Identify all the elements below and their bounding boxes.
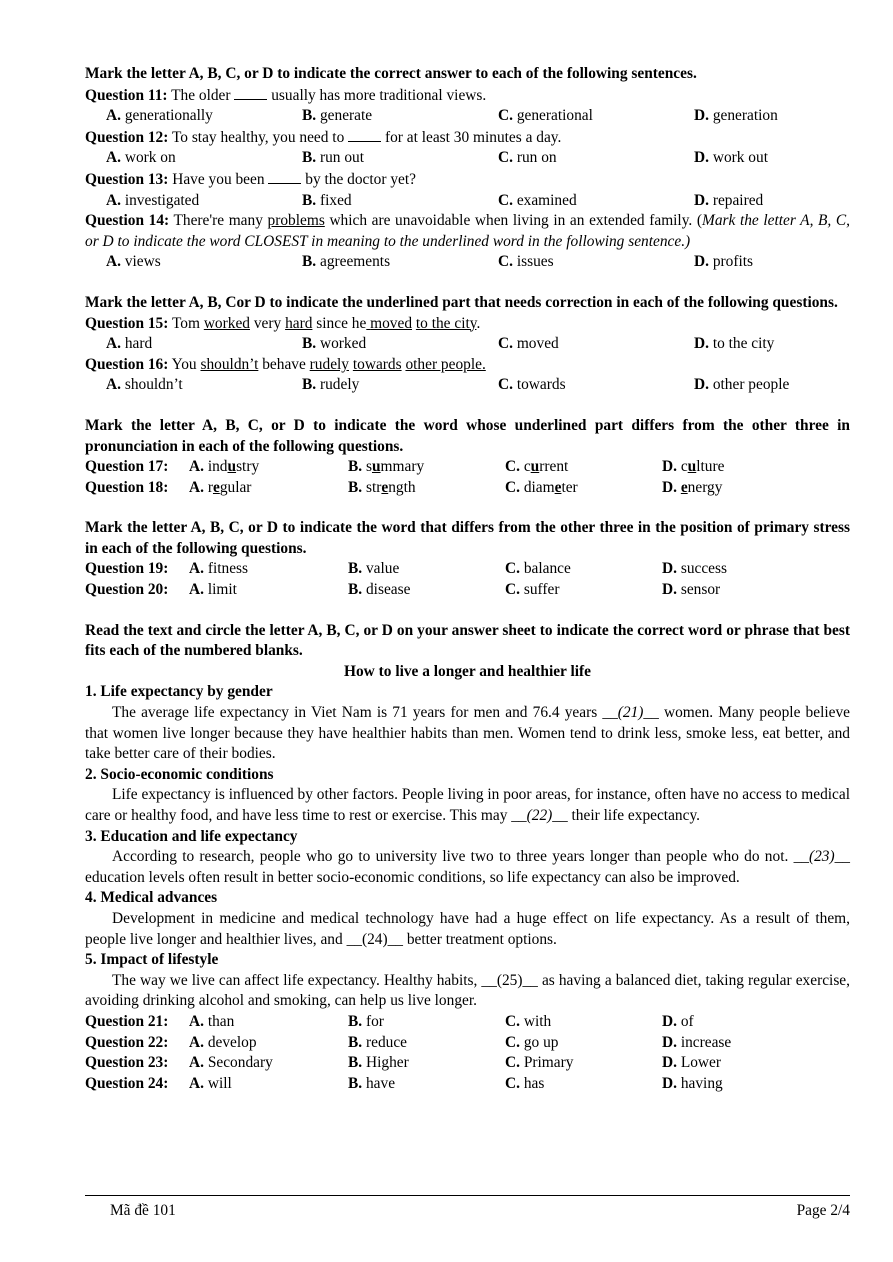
section-5-instruction: Read the text and circle the letter A, B, C, or D on your answer sheet to indicate the correct word or phrase that best fits each of the numbered blanks. — [85, 621, 850, 660]
option-a: A. develop — [189, 1033, 257, 1051]
option-d: D. of — [662, 1012, 694, 1030]
option-d: D. generation — [694, 107, 778, 125]
exam-code: Mã đề 101 — [110, 1202, 176, 1219]
option-c: C. with — [505, 1012, 552, 1030]
option-a: A. fitness — [189, 560, 249, 578]
option-d: D. sensor — [662, 581, 721, 599]
option-b: B. run out — [302, 149, 365, 167]
footer-divider — [85, 1195, 850, 1196]
option-b: B. fixed — [302, 191, 352, 209]
question-15: Question 15: Tom worked very hard since he moved to the city. — [85, 314, 481, 332]
option-a: A. limit — [189, 581, 237, 599]
page-number: Page 2/4 — [796, 1202, 850, 1219]
question-17: Question 17: A. industry B. summary C. current D. culture — [85, 457, 850, 478]
question-18: Question 18: A. regular B. strength C. diameter D. energy — [85, 478, 850, 499]
option-a: A. investigated — [106, 191, 200, 209]
section-1-instruction: Mark the letter A, B, C, or D to indicate the correct answer to each of the following sentences. — [85, 65, 697, 82]
question-16-options — [85, 375, 850, 396]
question-20: Question 20: A. limit B. disease C. suffer D. sensor — [85, 580, 850, 601]
option-d: D. repaired — [694, 191, 764, 209]
option-d: D. culture — [662, 458, 725, 476]
question-19: Question 19: A. fitness B. value C. balance D. success — [85, 559, 850, 580]
section-2-instruction: Mark the letter A, B, Cor D to indicate the underlined part that needs correction in each of the following questions. — [85, 293, 838, 311]
question-12: Question 12: To stay healthy, you need to for at least 30 minutes a day. — [85, 128, 562, 146]
question-23: Question 23: A. Secondary B. Higher C. Primary D. Lower — [85, 1053, 850, 1074]
question-14-options — [85, 252, 850, 273]
section-4-instruction: Mark the letter A, B, C, or D to indicate the word that differs from the other three in the position of primary stress in each of the following questions. — [85, 519, 850, 557]
question-22: Question 22: A. develop B. reduce C. go up D. increase — [85, 1033, 850, 1054]
option-d: D. other people — [694, 376, 790, 394]
option-b: B. for — [348, 1012, 384, 1030]
option-c: C. moved — [498, 335, 559, 353]
passage-paragraph-3: According to research, people who go to university live two to three years longer than people who do not. __(23)__ education levels often result in better socio-economic conditions, so life expectancy can also be improved. — [85, 848, 850, 886]
option-b: B. rudely — [302, 376, 360, 394]
question-13: Question 13: Have you been by the doctor yet? — [85, 170, 416, 188]
option-b: B. value — [348, 560, 400, 578]
option-b: B. have — [348, 1074, 396, 1092]
option-c: C. towards — [498, 376, 566, 394]
question-24: Question 24: A. will B. have C. has D. having — [85, 1074, 850, 1095]
option-c: C. examined — [498, 191, 577, 209]
option-c: C. issues — [498, 253, 554, 271]
passage-heading-5: 5. Impact of lifestyle — [85, 951, 219, 969]
option-a: A. Secondary — [189, 1054, 273, 1072]
question-14: Question 14: There're many problems which are unavoidable when living in an extended family. (Mark the letter A, B, C, or D to indicate the word CLOSEST in meaning to the underlined word in the following sentence.) — [85, 212, 851, 250]
question-12-options — [85, 148, 850, 169]
option-b: B. summary — [348, 458, 425, 476]
option-a: A. work on — [106, 149, 176, 167]
section-3-instruction: Mark the letter A, B, C, or D to indicate the word whose underlined part differs from the other three in pronunciation in each of the following questions. — [85, 416, 850, 455]
option-b: B. generate — [302, 107, 373, 125]
option-d: D. work out — [694, 149, 768, 167]
answer-blank — [348, 127, 381, 142]
option-b: B. agreements — [302, 253, 391, 271]
question-11: Question 11: The older usually has more traditional views. — [85, 86, 487, 104]
answer-blank — [268, 169, 301, 184]
option-d: D. increase — [662, 1033, 732, 1051]
passage-heading-1: 1. Life expectancy by gender — [85, 683, 273, 701]
question-16: Question 16: You shouldn’t behave rudely towards other people. — [85, 355, 486, 373]
option-a: A. industry — [189, 458, 260, 476]
option-a: A. views — [106, 253, 161, 271]
option-a: A. will — [189, 1074, 232, 1092]
option-c: C. Primary — [505, 1054, 574, 1072]
option-a: A. hard — [106, 335, 153, 353]
passage-paragraph-4: Development in medicine and medical technology have had a huge effect on life expectancy. As a result of them, people live longer and healthier lives, and __(24)__ better treatment options. — [85, 909, 850, 948]
option-a: A. generationally — [106, 107, 213, 125]
option-a: A. than — [189, 1012, 235, 1030]
question-11-options — [85, 106, 850, 127]
option-d: D. to the city — [694, 335, 775, 353]
option-c: C. has — [505, 1074, 545, 1092]
option-a: A. shouldn’t — [106, 376, 183, 394]
passage-heading-3: 3. Education and life expectancy — [85, 827, 298, 845]
question-13-options — [85, 191, 850, 212]
option-c: C. current — [505, 458, 569, 476]
option-b: B. strength — [348, 478, 416, 496]
option-c: C. generational — [498, 107, 593, 125]
passage-heading-2: 2. Socio-economic conditions — [85, 765, 274, 783]
option-b: B. reduce — [348, 1033, 407, 1051]
option-b: B. disease — [348, 581, 411, 599]
exam-page — [85, 64, 850, 1094]
option-c: C. diameter — [505, 478, 578, 496]
option-b: B. worked — [302, 335, 367, 353]
option-a: A. regular — [189, 478, 252, 496]
question-15-options — [85, 334, 850, 355]
passage-paragraph-2: Life expectancy is influenced by other factors. People living in poor areas, for instance, often have no access to medical care or healthy food, and have less time to rest or exercise. This may __(22)__ their life expectancy. — [85, 786, 850, 824]
option-d: D. profits — [694, 253, 754, 271]
option-d: D. having — [662, 1074, 723, 1092]
option-d: D. success — [662, 560, 727, 578]
answer-blank — [234, 85, 267, 100]
option-c: C. balance — [505, 560, 571, 578]
option-c: C. go up — [505, 1033, 559, 1051]
passage-paragraph-1: The average life expectancy in Viet Nam is 71 years for men and 76.4 years __(21)__ women. Many people believe that women live longer because they have healthier habits than men. Women tend to drink less, smoke less, eat better, and take better care of their bodies. — [85, 704, 850, 763]
passage-title: How to live a longer and healthier life — [344, 662, 591, 680]
question-21: Question 21: A. than B. for C. with D. of — [85, 1012, 850, 1033]
option-c: C. suffer — [505, 581, 560, 599]
passage-paragraph-5: The way we live can affect life expectancy. Healthy habits, __(25)__ as having a balanced diet, taking regular exercise, avoiding drinking alcohol and smoking, can help us live longer. — [85, 971, 850, 1010]
option-c: C. run on — [498, 149, 557, 167]
passage-heading-4: 4. Medical advances — [85, 889, 218, 907]
option-b: B. Higher — [348, 1054, 409, 1072]
option-d: D. energy — [662, 478, 723, 496]
option-d: D. Lower — [662, 1054, 721, 1072]
